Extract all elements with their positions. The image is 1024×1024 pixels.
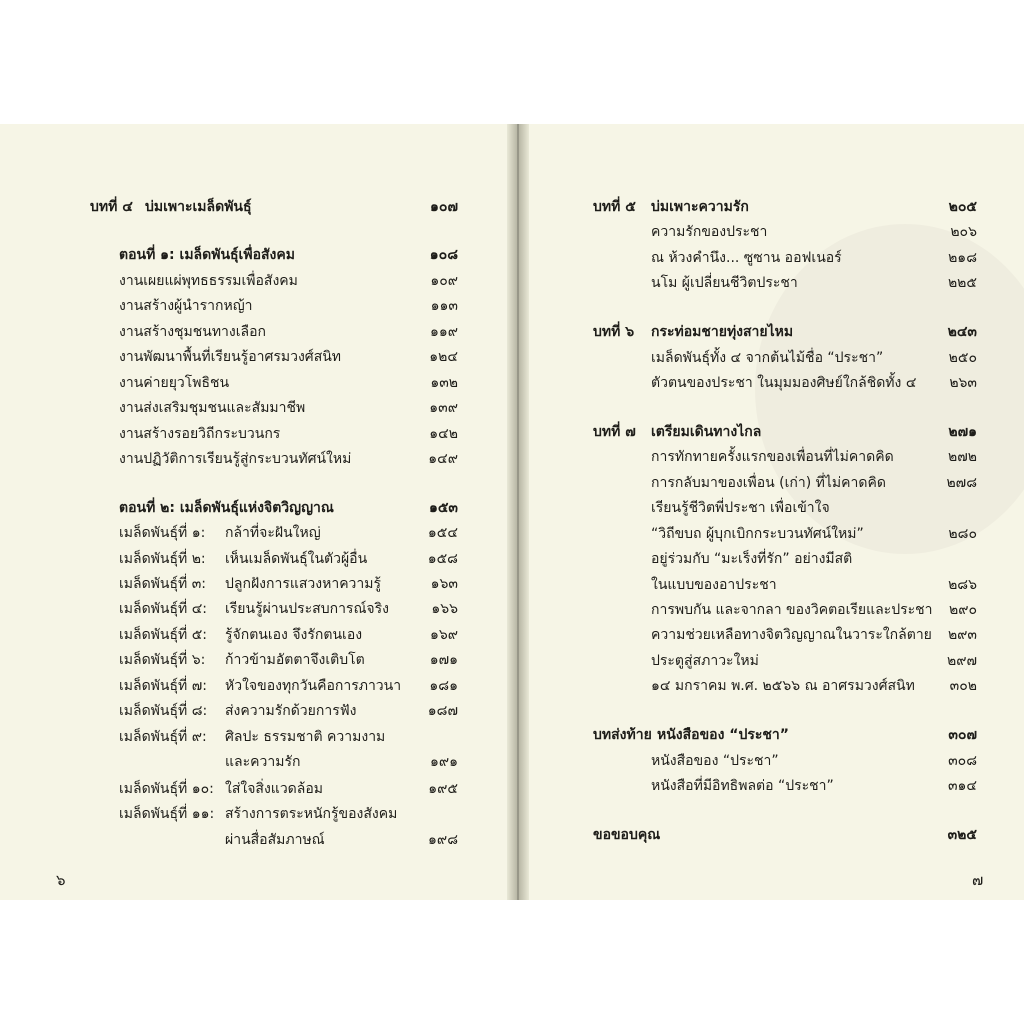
toc-entry-title: ปลูกฝังการแสวงหาความรู้ bbox=[225, 576, 382, 592]
toc-page-number: ๑๖๖ bbox=[431, 601, 458, 617]
toc-entry-label: เมล็ดพันธุ์ที่ ๔: bbox=[119, 601, 208, 617]
toc-page-number: ๒๖๓ bbox=[949, 375, 977, 391]
toc-page-number: ๒๔๓ bbox=[947, 324, 977, 340]
toc-entry-title: ความรักของประชา bbox=[651, 224, 768, 240]
right-page bbox=[529, 124, 1024, 900]
toc-entry-title: งานส่งเสริมชุมชนและสัมมาชีพ bbox=[119, 400, 306, 416]
toc-page-number: ๑๙๕ bbox=[428, 781, 458, 797]
toc-entry-title: งานสร้างผู้นำรากหญ้า bbox=[119, 298, 253, 314]
toc-entry-title: การทักทายครั้งแรกของเพื่อนที่ไม่คาดคิด bbox=[651, 449, 894, 465]
page-folio-number: ๖ bbox=[56, 871, 66, 889]
toc-page-number: ๑๕๘ bbox=[427, 551, 458, 567]
toc-entry-label: บทที่ ๕ bbox=[593, 199, 636, 215]
toc-entry-title: เตรียมเดินทางไกล bbox=[651, 424, 762, 440]
toc-page-number: ๒๒๕ bbox=[947, 275, 977, 291]
toc-entry-title: หนังสือของ “ประชา” bbox=[657, 727, 789, 743]
toc-entry-label: เมล็ดพันธุ์ที่ ๑: bbox=[119, 525, 206, 541]
toc-entry-title: งานพัฒนาพื้นที่เรียนรู้อาศรมวงศ์สนิท bbox=[119, 349, 342, 365]
toc-entry-title: ๑๔ มกราคม พ.ศ. ๒๕๖๖ ณ อาศรมวงศ์สนิท bbox=[651, 678, 915, 694]
toc-entry-title: ตัวตนของประชา ในมุมมองศิษย์ใกล้ชิดทั้ง ๔ bbox=[651, 375, 917, 391]
toc-page-number: ๒๘๐ bbox=[948, 526, 977, 542]
toc-page-number: ๑๘๑ bbox=[429, 678, 458, 694]
toc-entry-label: เมล็ดพันธุ์ที่ ๘: bbox=[119, 703, 208, 719]
toc-entry-label: บทที่ ๔ bbox=[90, 199, 133, 215]
page-folio-number: ๗ bbox=[972, 871, 984, 889]
toc-entry-title: เรียนรู้ผ่านประสบการณ์จริง bbox=[225, 601, 389, 617]
toc-entry-title: ในแบบของอาประชา bbox=[651, 577, 777, 593]
toc-entry-label: เมล็ดพันธุ์ที่ ๑๐: bbox=[119, 781, 214, 797]
toc-entry-title: เมล็ดพันธุ์ทั้ง ๔ จากต้นไม้ชื่อ “ประชา” bbox=[651, 350, 884, 366]
toc-entry-label: เมล็ดพันธุ์ที่ ๗: bbox=[119, 678, 207, 694]
toc-page-number: ๒๙๐ bbox=[948, 602, 977, 618]
toc-page-number: ๒๐๖ bbox=[950, 224, 977, 240]
toc-page-number: ๑๓๒ bbox=[430, 375, 458, 391]
toc-page-number: ๑๔๙ bbox=[428, 451, 458, 467]
toc-entry-title: เรียนรู้ชีวิตพี่ประชา เพื่อเข้าใจ bbox=[651, 500, 830, 516]
toc-entry-label: เมล็ดพันธุ์ที่ ๒: bbox=[119, 551, 206, 567]
toc-entry-title: สร้างการตระหนักรู้ของสังคม bbox=[225, 806, 398, 822]
toc-entry-title: ก้าวข้ามอัตตาจึงเติบโต bbox=[225, 652, 365, 668]
toc-entry-title: รู้จักตนเอง จึงรักตนเอง bbox=[225, 627, 363, 643]
toc-entry-title: งานปฏิวัติการเรียนรู้สู่กระบวนทัศน์ใหม่ bbox=[119, 451, 352, 467]
toc-page-number: ๒๗๑ bbox=[948, 424, 977, 440]
toc-entry-title: งานเผยแผ่พุทธธรรมเพื่อสังคม bbox=[119, 273, 298, 289]
toc-entry-title: เห็นเมล็ดพันธุ์ในตัวผู้อื่น bbox=[225, 551, 368, 567]
toc-entry-title: อยู่ร่วมกับ “มะเร็งที่รัก” อย่างมีสติ bbox=[651, 551, 853, 567]
toc-page-number: ๑๐๗ bbox=[430, 199, 458, 215]
toc-entry-title: การพบกัน และจากลา ของวิคตอเรียและประชา bbox=[651, 602, 933, 618]
toc-entry-title: งานค่ายยุวโพธิชน bbox=[119, 375, 230, 391]
toc-entry-label: เมล็ดพันธุ์ที่ ๙: bbox=[119, 729, 207, 745]
toc-page-number: ๑๕๓ bbox=[428, 500, 458, 516]
toc-entry-title: ใส่ใจสิ่งแวดล้อม bbox=[225, 781, 323, 797]
toc-entry-title: ศิลปะ ธรรมชาติ ความงาม bbox=[225, 729, 386, 745]
toc-page-number: ๑๕๔ bbox=[427, 525, 458, 541]
toc-page-number: ๓๐๒ bbox=[949, 678, 977, 694]
toc-page-number: ๑๗๑ bbox=[429, 652, 458, 668]
toc-entry-title: งานสร้างรอยวิถีกระบวนกร bbox=[119, 426, 281, 442]
toc-entry-title: หนังสือของ “ประชา” bbox=[651, 753, 779, 769]
toc-entry-title: “วิถีขบถ ผู้บุกเบิกกระบวนทัศน์ใหม่” bbox=[651, 526, 864, 542]
left-page bbox=[0, 124, 507, 900]
toc-page-number: ๑๙๘ bbox=[428, 832, 458, 848]
toc-page-number: ๑๑๙ bbox=[429, 324, 458, 340]
toc-page-number: ๑๓๙ bbox=[429, 400, 458, 416]
book-gutter bbox=[507, 124, 529, 900]
toc-entry-label: บทส่งท้าย bbox=[593, 727, 652, 743]
toc-entry-title: นโม ผู้เปลี่ยนชีวิตประชา bbox=[651, 275, 798, 291]
toc-entry-label: เมล็ดพันธุ์ที่ ๑๑: bbox=[119, 806, 215, 822]
toc-entry-title: ประตูสู่สภาวะใหม่ bbox=[651, 653, 759, 669]
toc-page-number: ๒๙๓ bbox=[947, 627, 977, 643]
toc-page-number: ๑๖๓ bbox=[430, 576, 458, 592]
toc-page-number: ๑๙๑ bbox=[429, 754, 458, 770]
toc-page-number: ๑๖๙ bbox=[429, 627, 458, 643]
toc-entry-label: เมล็ดพันธุ์ที่ ๓: bbox=[119, 576, 206, 592]
toc-entry-label: ขอขอบคุณ bbox=[593, 827, 661, 843]
toc-entry-title: กระท่อมชายทุ่งสายไหม bbox=[651, 324, 794, 340]
toc-entry-label: เมล็ดพันธุ์ที่ ๖: bbox=[119, 652, 206, 668]
toc-page-number: ๑๔๒ bbox=[429, 426, 458, 442]
toc-page-number: ๒๐๕ bbox=[948, 199, 977, 215]
toc-entry-title: ตอนที่ ๑: เมล็ดพันธุ์เพื่อสังคม bbox=[119, 247, 295, 263]
toc-page-number: ๒๗๒ bbox=[948, 449, 977, 465]
toc-page-number: ๑๒๔ bbox=[429, 349, 458, 365]
toc-entry-title: กล้าที่จะฝันใหญ่ bbox=[225, 525, 321, 541]
toc-page-number: ๒๘๖ bbox=[948, 577, 977, 593]
toc-entry-title: หนังสือที่มีอิทธิพลต่อ “ประชา” bbox=[651, 778, 834, 794]
toc-entry-title: บ่มเพาะเมล็ดพันธุ์ bbox=[145, 199, 252, 215]
toc-entry-label: เมล็ดพันธุ์ที่ ๕: bbox=[119, 627, 208, 643]
toc-entry-title: ส่งความรักด้วยการฟัง bbox=[225, 703, 357, 719]
toc-entry-label: บทที่ ๖ bbox=[593, 324, 635, 340]
toc-page-number: ๒๗๘ bbox=[946, 475, 977, 491]
toc-entry-title: และความรัก bbox=[225, 754, 301, 770]
toc-page-number: ๑๐๙ bbox=[430, 273, 458, 289]
toc-page-number: ๓๐๘ bbox=[948, 753, 977, 769]
toc-entry-title: งานสร้างชุมชนทางเลือก bbox=[119, 324, 267, 340]
toc-entry-title: การกลับมาของเพื่อน (เก่า) ที่ไม่คาดคิด bbox=[651, 475, 886, 491]
toc-entry-title: ผ่านสื่อสัมภาษณ์ bbox=[225, 832, 325, 848]
book-spread bbox=[0, 124, 1024, 900]
toc-page-number: ๓๒๕ bbox=[947, 827, 977, 843]
toc-entry-title: บ่มเพาะความรัก bbox=[651, 199, 749, 215]
toc-entry-title: หัวใจของทุกวันคือการภาวนา bbox=[225, 678, 402, 694]
toc-entry-title: ตอนที่ ๒: เมล็ดพันธุ์แห่งจิตวิญญาณ bbox=[119, 500, 334, 516]
toc-page-number: ๒๙๗ bbox=[946, 653, 977, 669]
toc-page-number: ๒๕๐ bbox=[948, 350, 977, 366]
toc-page-number: ๑๘๗ bbox=[427, 703, 458, 719]
toc-entry-title: ณ ห้วงคำนึง... ซูซาน ออฟเนอร์ bbox=[651, 250, 842, 266]
toc-entry-title: ความช่วยเหลือทางจิตวิญญาณในวาระใกล้ตาย bbox=[651, 627, 932, 643]
toc-entry-label: บทที่ ๗ bbox=[593, 424, 636, 440]
toc-page-number: ๑๑๓ bbox=[430, 298, 458, 314]
toc-page-number: ๓๑๔ bbox=[947, 778, 977, 794]
toc-page-number: ๒๑๘ bbox=[948, 250, 977, 266]
toc-page-number: ๑๐๘ bbox=[429, 247, 458, 263]
toc-page-number: ๓๐๗ bbox=[948, 727, 977, 743]
